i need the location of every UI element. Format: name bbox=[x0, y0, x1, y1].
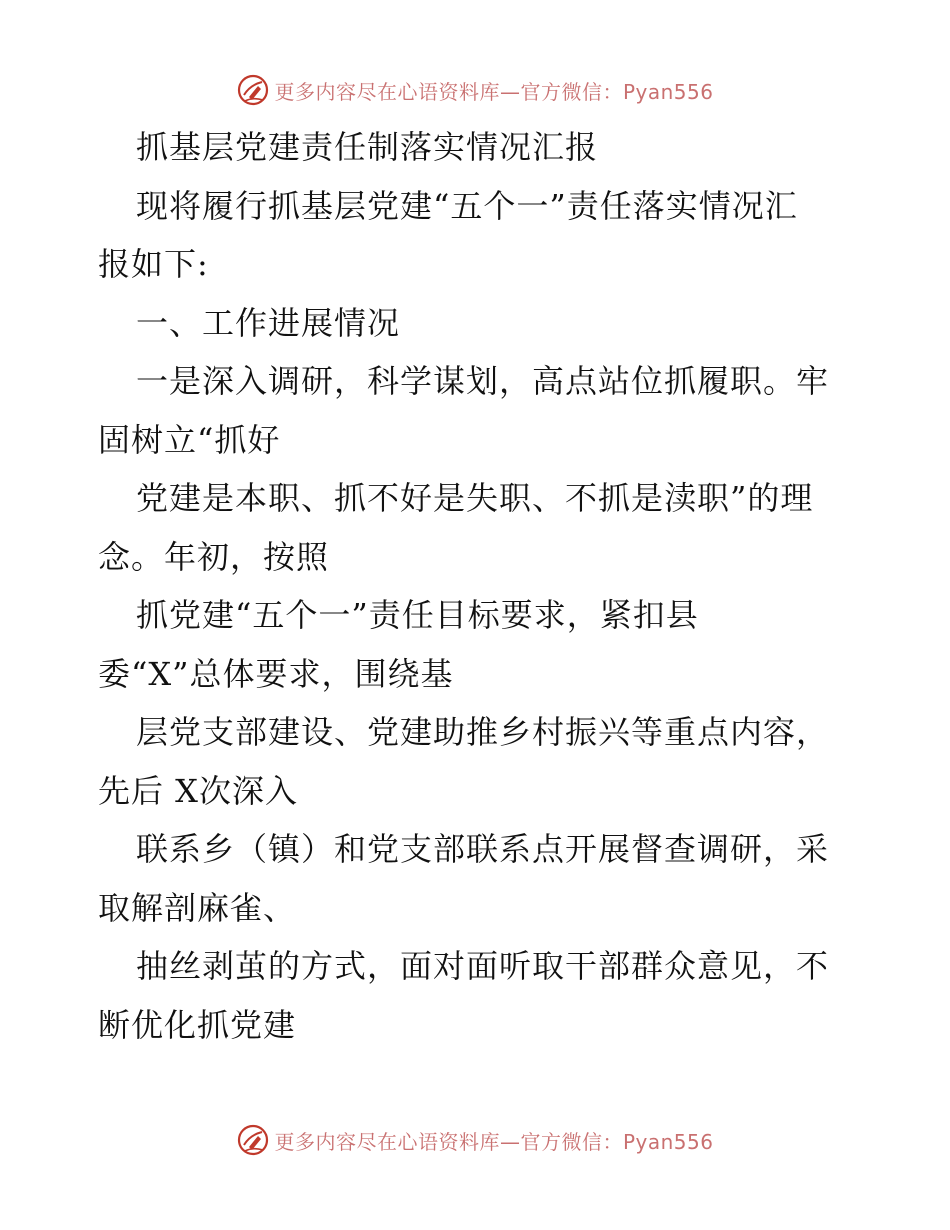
document-title: 抓基层党建责任制落实情况汇报 bbox=[136, 128, 599, 166]
pen-logo-icon bbox=[236, 73, 270, 107]
watermark-text: 更多内容尽在心语资料库—官方微信：Pyan556 bbox=[274, 1129, 714, 1154]
paragraph-line: 报如下: bbox=[98, 245, 209, 283]
paragraph-line: 固树立“抓好 bbox=[98, 420, 281, 459]
watermark-text: 更多内容尽在心语资料库—官方微信：Pyan556 bbox=[274, 79, 714, 104]
paragraph-line: 断优化抓党建 bbox=[98, 1005, 297, 1044]
watermark-header bbox=[0, 70, 950, 110]
document-body bbox=[98, 118, 858, 1054]
watermark-footer bbox=[0, 1120, 950, 1160]
paragraph-line: 抽丝剥茧的方式，面对面听取干部群众意见，不 bbox=[136, 947, 830, 985]
paragraph-line: 党建是本职、抓不好是失职、不抓是渎职”的理 bbox=[136, 479, 814, 517]
paragraph-line: 抓党建“五个一”责任目标要求，紧扣县 bbox=[136, 596, 699, 634]
pen-logo-icon bbox=[236, 1123, 270, 1157]
paragraph-line: 层党支部建设、党建助推乡村振兴等重点内容， bbox=[136, 713, 830, 751]
section-heading: 一、工作进展情况 bbox=[136, 303, 401, 342]
paragraph-line: 先后 X次深入 bbox=[98, 771, 298, 810]
paragraph-line: 联系乡（镇）和党支部联系点开展督查调研，采 bbox=[136, 830, 830, 868]
paragraph-line: 现将履行抓基层党建“五个一”责任落实情况汇 bbox=[136, 186, 798, 225]
paragraph-line: 念。年初，按照 bbox=[98, 537, 330, 576]
paragraph-line: 委“X”总体要求，围绕基 bbox=[98, 654, 454, 693]
paragraph-line: 一是深入调研，科学谋划，高点站位抓履职。牢 bbox=[136, 362, 830, 400]
paragraph-line: 取解剖麻雀、 bbox=[98, 888, 297, 927]
